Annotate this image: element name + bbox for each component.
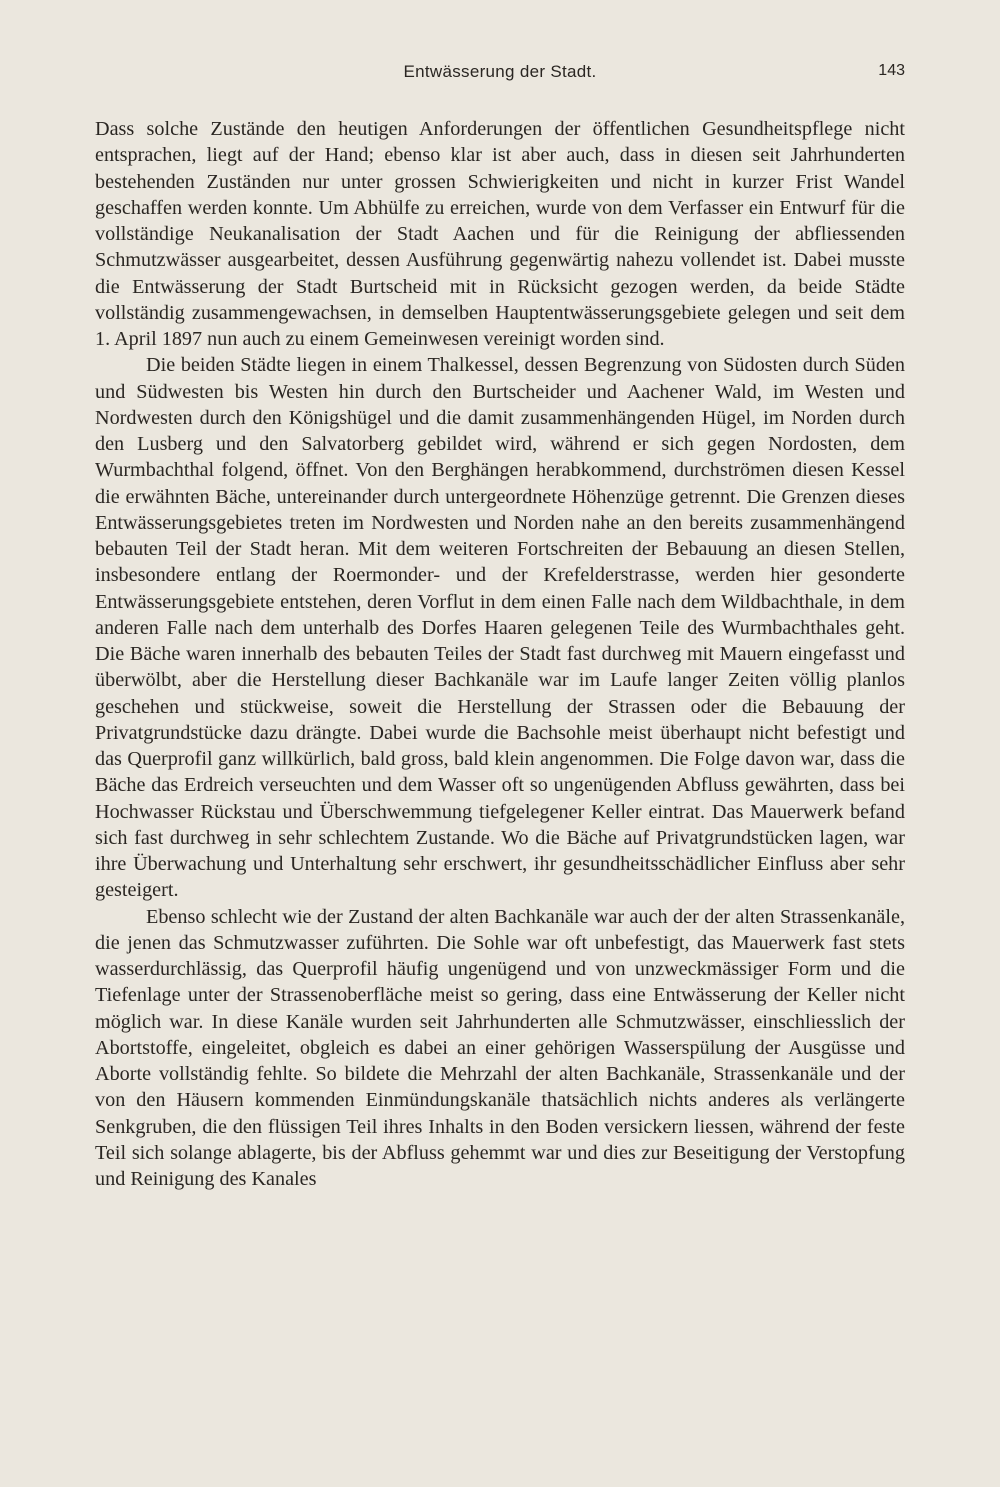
running-header: [95, 62, 905, 90]
page-number: 143: [878, 62, 905, 79]
page-header-title: Entwässerung der Stadt.: [403, 62, 597, 81]
paragraph-2: Die beiden Städte liegen in einem Thalkessel, dessen Begrenzung von Südosten durch Süden und Südwesten bis Westen hin durch den Burtscheider und Aachener Wald, im Westen und Nordwesten durch den Königshügel und die damit zusammenhängenden Hügel, im Norden durch den Lusberg und den Salvatorberg gebildet wird, während er sich gegen Nordosten, dem Wurmbachthal folgend, öffnet. Von den Berghängen herabkommend, durchströmen diesen Kessel die erwähnten Bäche, untereinander durch untergeordnete Höhenzüge getrennt. Die Grenzen dieses Entwässerungsgebietes treten im Nordwesten und Norden nahe an den bereits zusammenhängend bebauten Teil der Stadt heran. Mit dem weiteren Fortschreiten der Bebauung an diesen Stellen, insbesondere entlang der Roermonder- und der Krefelderstrasse, werden hier gesonderte Entwässerungsgebiete entstehen, deren Vorflut in dem einen Falle nach dem Wildbachthale, in dem anderen Falle nach dem unterhalb des Dorfes Haaren gelegenen Teile des Wurmbachthales geht. Die Bäche waren innerhalb des bebauten Teiles der Stadt fast durchweg mit Mauern eingefasst und überwölbt, aber die Herstellung dieser Bachkanäle war im Laufe langer Zeiten völlig planlos geschehen und stückweise, soweit die Herstellung der Strassen oder die Bebauung der Privatgrundstücke dazu drängte. Dabei wurde die Bachsohle meist überhaupt nicht befestigt und das Querprofil ganz willkürlich, bald gross, bald klein angenommen. Die Folge davon war, dass die Bäche das Erdreich verseuchten und dem Wasser oft so ungenügenden Abfluss gewährten, dass bei Hochwasser Rückstau und Überschwemmung tiefgelegener Keller eintrat. Das Mauerwerk befand sich fast durchweg in sehr schlechtem Zustande. Wo die Bäche auf Privatgrundstücken lagen, war ihre Überwachung und Unterhaltung sehr erschwert, ihr gesundheitsschädlicher Einfluss aber sehr gesteigert.: [95, 354, 905, 902]
body-text: [95, 116, 905, 1192]
paragraph-3: Ebenso schlecht wie der Zustand der alten Bachkanäle war auch der der alten Strassenkanäle, die jenen das Schmutzwasser zuführten. Die Sohle war oft unbefestigt, das Mauerwerk fast stets wasserdurchlässig, das Querprofil häufig ungenügend und von unzweckmässiger Form und die Tiefenlage unter der Strassenoberfläche meist so gering, dass eine Entwässerung der Keller nicht möglich war. In diese Kanäle wurden seit Jahrhunderten alle Schmutzwässer, einschliesslich der Abortstoffe, eingeleitet, obgleich es dabei an einer gehörigen Wasserspülung der Ausgüsse und Aborte vollständig fehlte. So bildete die Mehrzahl der alten Bachkanäle, Strassenkanäle und der von den Häusern kommenden Einmündungskanäle thatsächlich nichts anderes als verlängerte Senkgruben, die den flüssigen Teil ihres Inhalts in den Boden versickern liessen, während der feste Teil sich solange ablagerte, bis der Abfluss gehemmt war und dies zur Beseitigung der Verstopfung und Reinigung des Kanales: [95, 905, 905, 1190]
paragraph-1: Dass solche Zustände den heutigen Anforderungen der öffentlichen Gesundheitspflege nicht entsprachen, liegt auf der Hand; ebenso klar ist aber auch, dass in diesen seit Jahrhunderten bestehenden Zuständen nur unter grossen Schwierigkeiten und nicht in kurzer Frist Wandel geschaffen werden konnte. Um Abhülfe zu erreichen, wurde von dem Verfasser ein Entwurf für die vollständige Neukanalisation der Stadt Aachen und für die Reinigung der abfliessenden Schmutzwässer ausgearbeitet, dessen Ausführung gegenwärtig nahezu vollendet ist. Dabei musste die Entwässerung der Stadt Burtscheid mit in Rücksicht gezogen werden, da beide Städte vollständig zusammengewachsen, in demselben Hauptentwässerungsgebiete gelegen und seit dem 1. April 1897 nun auch zu einem Gemeinwesen vereinigt worden sind.: [95, 118, 905, 350]
